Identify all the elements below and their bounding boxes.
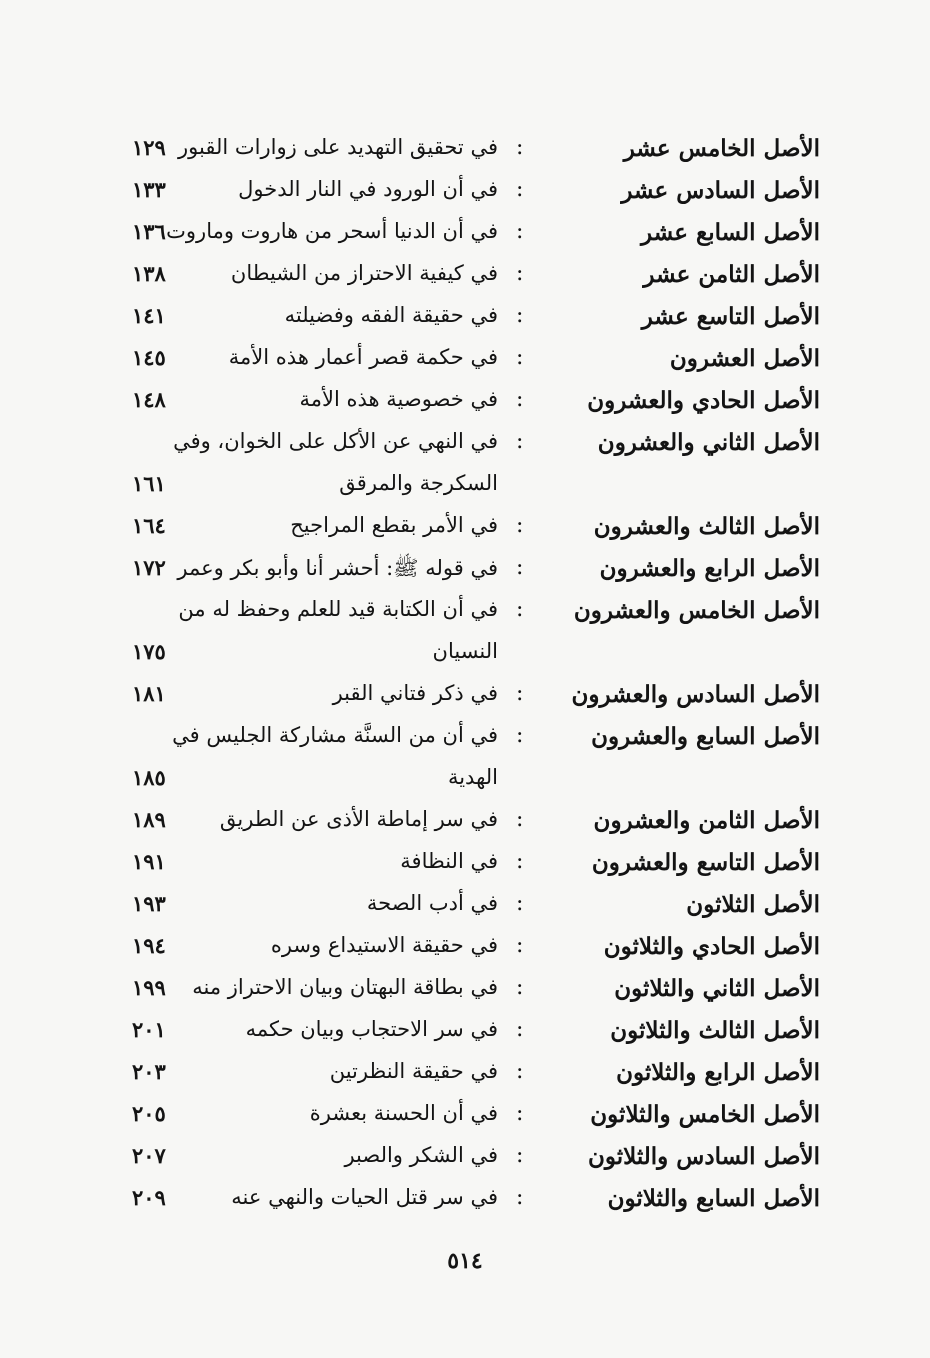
toc-entry-heading: الأصل الخامس عشر bbox=[623, 135, 820, 162]
toc-entry-description: في أن من السنَّة مشاركة الجليس في bbox=[172, 723, 498, 747]
toc-entry-description: في كيفية الاحتراز من الشيطان bbox=[230, 261, 498, 285]
toc-entry bbox=[0, 1093, 930, 1135]
toc-entry-separator: : bbox=[516, 177, 524, 202]
toc-entry-heading: الأصل السابع عشر bbox=[641, 219, 820, 246]
toc-entry-description-continued: الهدية bbox=[447, 765, 498, 789]
toc-entry-separator: : bbox=[516, 513, 524, 538]
toc-entry-page-number: ١٤٥ bbox=[132, 345, 166, 370]
toc-entry-separator: : bbox=[516, 345, 524, 370]
toc-entry-description: في سر إماطة الأذى عن الطريق bbox=[219, 807, 498, 831]
toc-entry bbox=[0, 1177, 930, 1219]
toc-entry-heading: الأصل السابع والثلاثون bbox=[607, 1185, 820, 1212]
toc-entry-description: في حقيقة الاستيداع وسره bbox=[270, 933, 498, 957]
toc-entry-description: في قوله ﷺ: أحشر أنا وأبو بكر وعمر bbox=[177, 556, 498, 580]
toc-entry-separator: : bbox=[516, 891, 524, 916]
toc-entry bbox=[0, 337, 930, 379]
toc-entry-separator: : bbox=[516, 303, 524, 328]
toc-entry-page-number: ١٣٨ bbox=[132, 261, 166, 286]
toc-entry bbox=[0, 127, 930, 169]
toc-entry-heading: الأصل السادس والعشرون bbox=[571, 681, 820, 708]
toc-entry-description-continued: النسيان bbox=[432, 639, 498, 663]
toc-entry-description: في الشكر والصبر bbox=[344, 1143, 498, 1167]
toc-entry-separator: : bbox=[516, 1059, 524, 1084]
toc-entry bbox=[0, 379, 930, 421]
toc-entry-heading: الأصل الرابع والثلاثون bbox=[616, 1059, 820, 1086]
toc-entry-description-continued: السكرجة والمرقق bbox=[339, 471, 498, 495]
toc-entry-page-number: ١٦٤ bbox=[132, 513, 166, 538]
page-number: ٥١٤ bbox=[447, 1248, 483, 1274]
toc-entry-separator: : bbox=[516, 975, 524, 1000]
toc-entry-heading: الأصل التاسع والعشرون bbox=[591, 849, 820, 876]
toc-entry bbox=[0, 547, 930, 589]
toc-entry bbox=[0, 925, 930, 967]
toc-entry bbox=[0, 505, 930, 547]
toc-entry-heading: الأصل الثاني والثلاثون bbox=[614, 975, 820, 1002]
toc-entry-heading: الأصل الرابع والعشرون bbox=[599, 555, 820, 582]
toc-entry-description: في حقيقة الفقه وفضيلته bbox=[284, 303, 498, 327]
toc-entry-heading: الأصل السادس والثلاثون bbox=[587, 1143, 820, 1170]
toc-entry bbox=[0, 295, 930, 337]
toc-entry-separator: : bbox=[516, 219, 524, 244]
toc-entry-page-number: ١٩٩ bbox=[132, 975, 166, 1000]
toc-entry-page-number: ١٧٢ bbox=[132, 555, 166, 580]
toc-entry-description: في أن الورود في النار الدخول bbox=[238, 177, 498, 201]
toc-entry-separator: : bbox=[516, 1143, 524, 1168]
toc-entry-heading: الأصل السابع والعشرون bbox=[591, 723, 820, 750]
toc-entry bbox=[0, 841, 930, 883]
toc-entry-heading: الأصل الثامن عشر bbox=[643, 261, 820, 288]
toc-entry-description: في أن الكتابة قيد للعلم وحفظ له من bbox=[178, 597, 498, 621]
toc-entry-page-number: ١٢٩ bbox=[132, 135, 166, 160]
toc-entry-separator: : bbox=[516, 387, 524, 412]
toc-entry-page-number: ١٦١ bbox=[132, 471, 166, 496]
toc-entry-separator: : bbox=[516, 1017, 524, 1042]
toc-entry-heading: الأصل الثاني والعشرون bbox=[597, 429, 820, 456]
toc-entry-heading: الأصل الثالث والعشرون bbox=[593, 513, 820, 540]
toc-entry-separator: : bbox=[516, 807, 524, 832]
toc-entry-heading: الأصل الثامن والعشرون bbox=[593, 807, 820, 834]
toc-entry-description: في أدب الصحة bbox=[366, 891, 498, 915]
toc-entry-description: في سر قتل الحيات والنهي عنه bbox=[231, 1185, 498, 1209]
toc-entry bbox=[0, 799, 930, 841]
toc-entry-heading: الأصل السادس عشر bbox=[621, 177, 820, 204]
toc-entry-description: في حقيقة النظرتين bbox=[329, 1059, 498, 1083]
table-of-contents bbox=[0, 127, 930, 1219]
toc-entry-page-number: ٢٠١ bbox=[132, 1017, 166, 1042]
toc-entry-page-number: ٢٠٥ bbox=[132, 1101, 166, 1126]
toc-entry-description: في ذكر فتاني القبر bbox=[332, 681, 498, 705]
toc-entry-page-number: ١٨١ bbox=[132, 681, 166, 706]
toc-entry-page-number: ١٤٨ bbox=[132, 387, 166, 412]
toc-entry-description: في حكمة قصر أعمار هذه الأمة bbox=[228, 345, 498, 369]
toc-entry bbox=[0, 673, 930, 715]
toc-entry-separator: : bbox=[516, 555, 524, 580]
toc-entry-separator: : bbox=[516, 135, 524, 160]
toc-entry-page-number: ١٩١ bbox=[132, 849, 166, 874]
toc-entry-separator: : bbox=[516, 1185, 524, 1210]
toc-entry-separator: : bbox=[516, 429, 524, 454]
toc-entry-page-number: ١٣٣ bbox=[132, 177, 166, 202]
toc-entry-separator: : bbox=[516, 681, 524, 706]
toc-entry bbox=[0, 1051, 930, 1093]
toc-entry-page-number: ١٣٦ bbox=[132, 219, 166, 244]
toc-entry bbox=[0, 253, 930, 295]
toc-entry-heading: الأصل الخامس والعشرون bbox=[573, 597, 820, 624]
toc-entry-description: في خصوصية هذه الأمة bbox=[299, 387, 498, 411]
toc-entry-description: في بطاقة البهتان وبيان الاحتراز منه bbox=[192, 975, 498, 999]
toc-entry-page-number: ١٩٤ bbox=[132, 933, 166, 958]
toc-entry-page-number: ٢٠٩ bbox=[132, 1185, 166, 1210]
toc-entry bbox=[0, 589, 930, 673]
toc-entry bbox=[0, 211, 930, 253]
toc-entry-separator: : bbox=[516, 1101, 524, 1126]
toc-entry-description: في أن الحسنة بعشرة bbox=[309, 1101, 498, 1125]
toc-entry-separator: : bbox=[516, 261, 524, 286]
toc-entry-page-number: ١٩٣ bbox=[132, 891, 166, 916]
toc-entry-description: في الأمر بقطع المراجيح bbox=[290, 513, 498, 537]
toc-entry-heading: الأصل الثلاثون bbox=[686, 891, 820, 918]
toc-entry-heading: الأصل الخامس والثلاثون bbox=[590, 1101, 820, 1128]
toc-entry bbox=[0, 715, 930, 799]
toc-entry-description: في النظافة bbox=[400, 849, 498, 873]
toc-entry bbox=[0, 421, 930, 505]
toc-entry-heading: الأصل الثالث والثلاثون bbox=[610, 1017, 820, 1044]
toc-entry-separator: : bbox=[516, 597, 524, 622]
toc-entry-page-number: ١٧٥ bbox=[132, 639, 166, 664]
toc-entry-description: في سر الاحتجاب وبيان حكمه bbox=[245, 1017, 498, 1041]
toc-entry-separator: : bbox=[516, 849, 524, 874]
toc-entry bbox=[0, 1009, 930, 1051]
toc-entry bbox=[0, 883, 930, 925]
toc-entry bbox=[0, 967, 930, 1009]
toc-entry bbox=[0, 1135, 930, 1177]
toc-entry-page-number: ٢٠٧ bbox=[132, 1143, 166, 1168]
toc-entry-page-number: ١٨٩ bbox=[132, 807, 166, 832]
toc-entry bbox=[0, 169, 930, 211]
toc-entry-description: في تحقيق التهديد على زوارات القبور bbox=[178, 135, 498, 159]
toc-entry-page-number: ٢٠٣ bbox=[132, 1059, 166, 1084]
toc-entry-page-number: ١٨٥ bbox=[132, 765, 166, 790]
toc-entry-heading: الأصل العشرون bbox=[669, 345, 820, 372]
toc-entry-separator: : bbox=[516, 723, 524, 748]
toc-entry-description: في أن الدنيا أسحر من هاروت وماروت bbox=[166, 219, 498, 243]
toc-entry-heading: الأصل التاسع عشر bbox=[641, 303, 820, 330]
toc-entry-page-number: ١٤١ bbox=[132, 303, 166, 328]
toc-entry-description: في النهي عن الأكل على الخوان، وفي bbox=[173, 429, 498, 453]
toc-entry-heading: الأصل الحادي والعشرون bbox=[587, 387, 820, 414]
toc-entry-heading: الأصل الحادي والثلاثون bbox=[603, 933, 820, 960]
toc-entry-separator: : bbox=[516, 933, 524, 958]
